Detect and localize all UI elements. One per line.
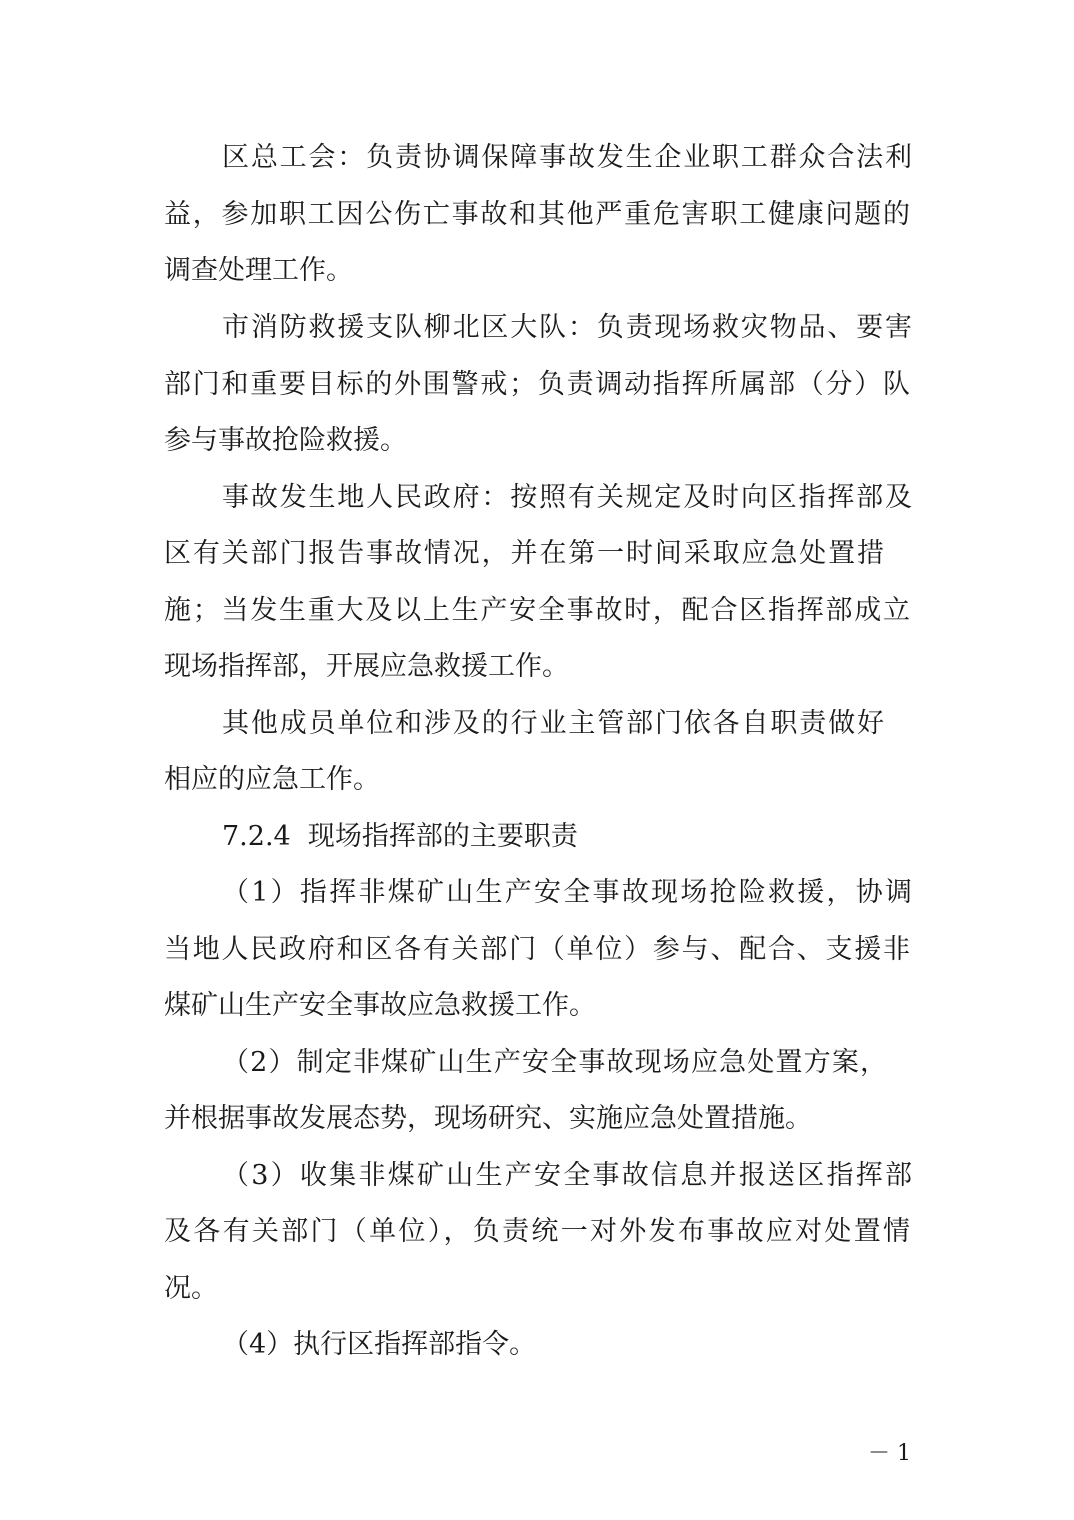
paragraph-2-line-2: 部门和重要目标的外围警戒；负责调动指挥所属部（分）队 (164, 369, 910, 400)
paragraph-1-line-3: 调查处理工作。 (164, 255, 353, 286)
item-3-line-2: 及各有关部门（单位），负责统一对外发布事故应对处置情 (164, 1216, 910, 1247)
section-heading: 7.2.4 现场指挥部的主要职责 (222, 821, 578, 852)
paragraph-3-line-3: 施；当发生重大及以上生产安全事故时，配合区指挥部成立 (164, 595, 910, 626)
item-1-line-1: （1）指挥非煤矿山生产安全事故现场抢险救援，协调 (222, 877, 912, 908)
item-4-line-1: （4）执行区指挥部指令。 (222, 1329, 537, 1360)
paragraph-4-line-1: 其他成员单位和涉及的行业主管部门依各自职责做好 (222, 708, 884, 739)
paragraph-3-line-2: 区有关部门报告事故情况，并在第一时间采取应急处置措 (164, 538, 884, 569)
item-3-line-1: （3）收集非煤矿山生产安全事故信息并报送区指挥部 (222, 1160, 912, 1191)
paragraph-4-line-2: 相应的应急工作。 (164, 764, 380, 795)
paragraph-3-line-1: 事故发生地人民政府：按照有关规定及时向区指挥部及 (222, 482, 912, 513)
paragraph-1-line-2: 益，参加职工因公伤亡事故和其他严重危害职工健康问题的 (164, 199, 910, 230)
paragraph-2-line-3: 参与事故抢险救援。 (164, 425, 407, 456)
page-number: － 1 (868, 1441, 911, 1466)
item-2-line-1: （2）制定非煤矿山生产安全事故现场应急处置方案， (222, 1047, 887, 1078)
item-1-line-3: 煤矿山生产安全事故应急救援工作。 (164, 990, 596, 1021)
item-2-line-2: 并根据事故发展态势，现场研究、实施应急处置措施。 (164, 1103, 812, 1134)
paragraph-3-line-4: 现场指挥部，开展应急救援工作。 (164, 651, 569, 682)
paragraph-1-line-1: 区总工会：负责协调保障事故发生企业职工群众合法利 (222, 142, 912, 173)
paragraph-2-line-1: 市消防救援支队柳北区大队：负责现场救灾物品、要害 (222, 312, 912, 343)
item-3-line-3: 况。 (164, 1273, 218, 1304)
item-1-line-2: 当地人民政府和区各有关部门（单位）参与、配合、支援非 (164, 934, 910, 965)
